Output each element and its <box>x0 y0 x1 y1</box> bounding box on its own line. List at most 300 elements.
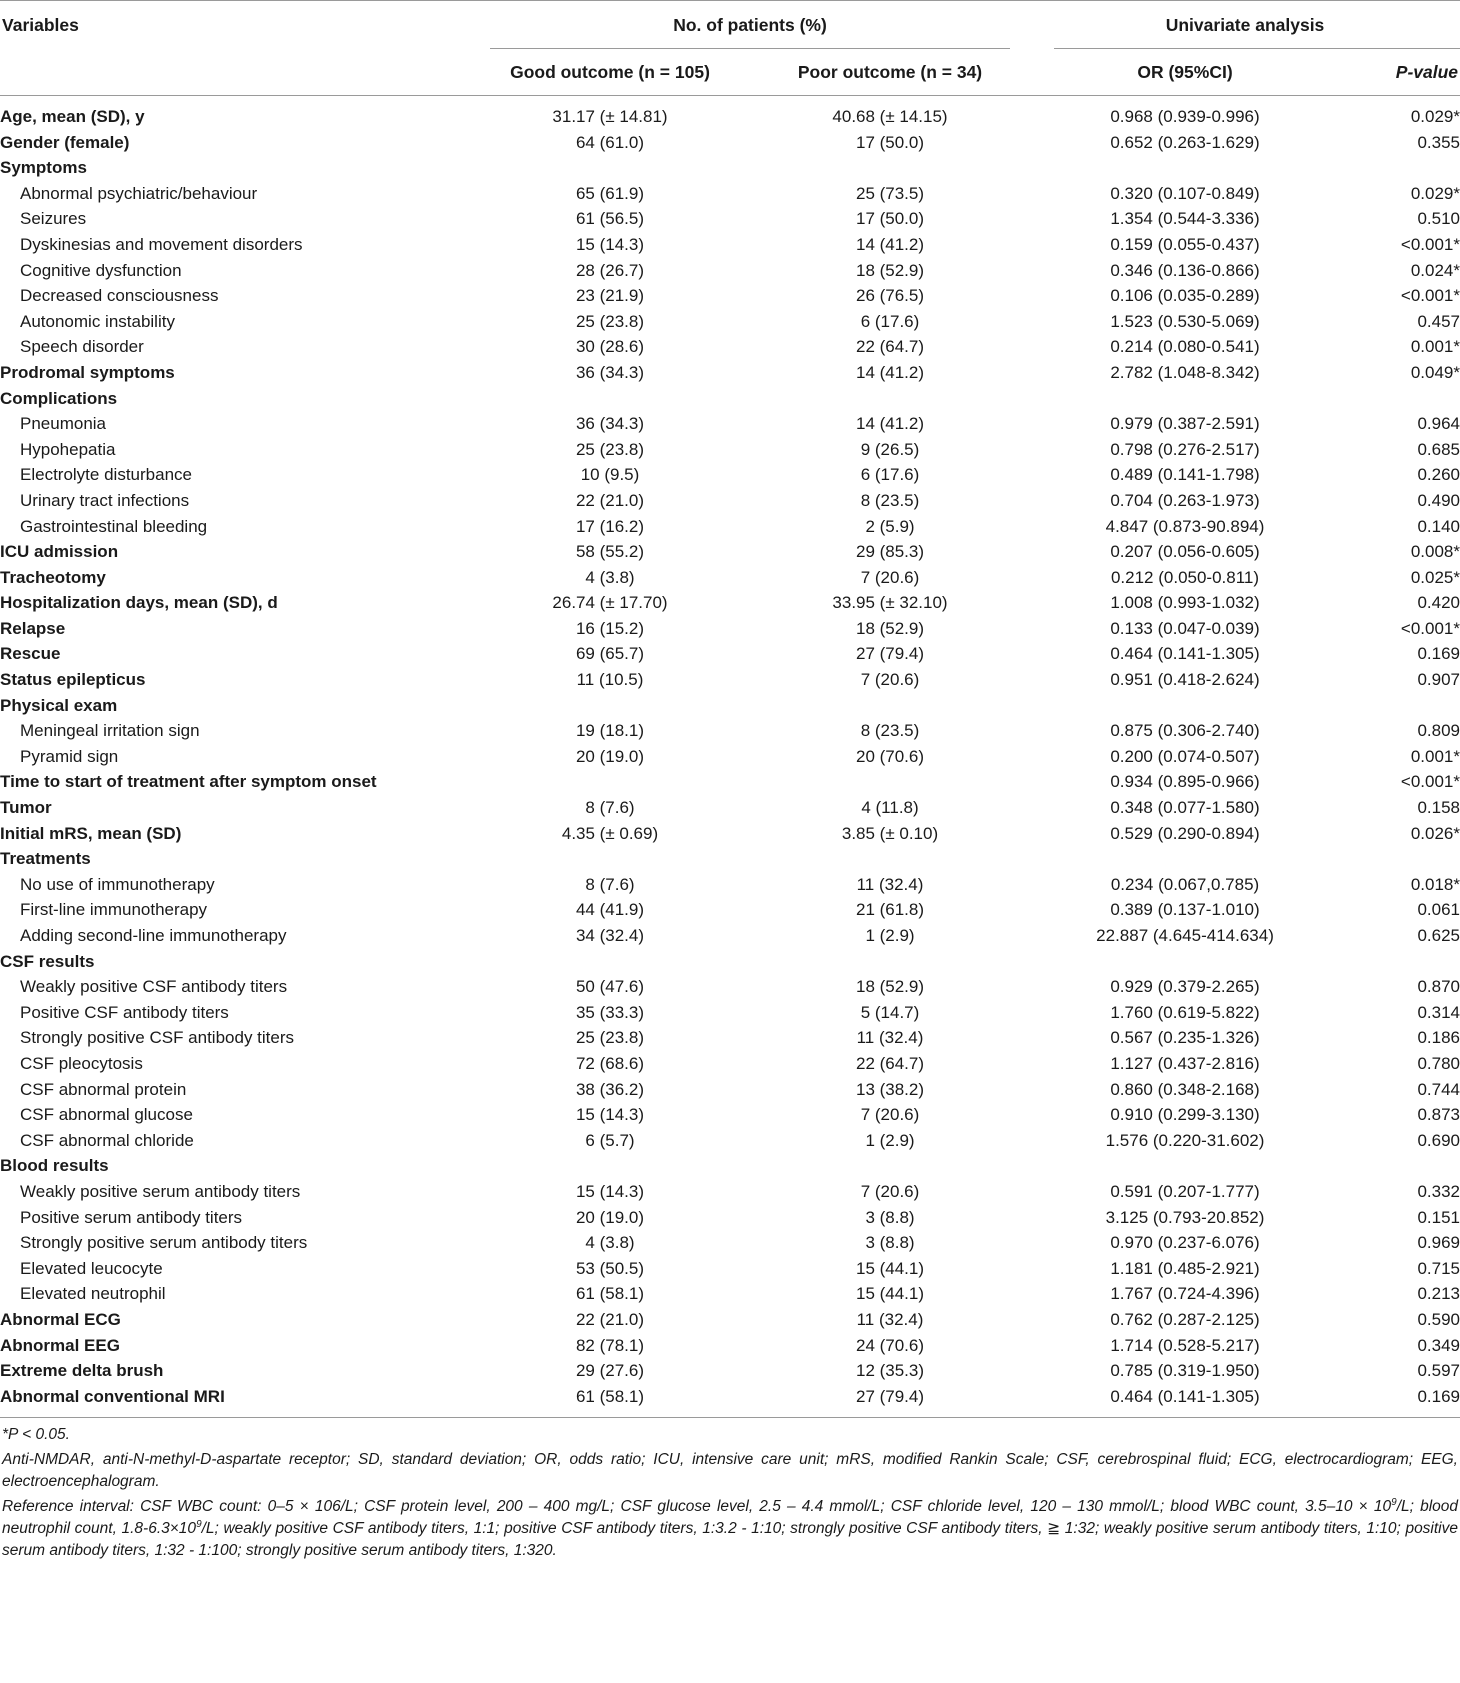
row-label: Physical exam <box>0 695 118 715</box>
table-row <box>0 795 1460 821</box>
table-row <box>0 616 1460 642</box>
or-cell: 1.008 (0.993-1.032) <box>1110 593 1260 613</box>
pvalue-cell: 0.314 <box>1417 1002 1460 1022</box>
poor-outcome-cell: 9 (26.5) <box>860 439 920 459</box>
table-row <box>0 667 1460 693</box>
good-outcome-cell: 28 (26.7) <box>575 260 645 280</box>
table-row <box>0 1230 1460 1256</box>
or-cell: 0.320 (0.107-0.849) <box>1110 183 1260 203</box>
table-row <box>0 258 1460 284</box>
table-row <box>0 181 1460 207</box>
table-row <box>0 1153 1460 1179</box>
good-outcome-cell: 29 (27.6) <box>575 1361 645 1381</box>
poor-outcome-cell: 7 (20.6) <box>860 1105 920 1125</box>
good-outcome-cell: 4 (3.8) <box>585 567 635 587</box>
poor-outcome-cell: 20 (70.6) <box>855 746 925 766</box>
or-cell <box>1030 846 1340 872</box>
good-outcome-cell <box>470 846 750 872</box>
good-outcome-cell: 8 (7.6) <box>585 798 635 818</box>
table-row <box>0 155 1460 181</box>
row-label: Pneumonia <box>20 414 107 434</box>
row-label: Strongly positive serum antibody titers <box>20 1233 308 1253</box>
results-table <box>0 1 1460 1418</box>
row-label: Positive CSF antibody titers <box>20 1002 229 1022</box>
good-outcome-cell <box>470 155 750 181</box>
pvalue-cell: 0.597 <box>1417 1361 1460 1381</box>
good-outcome-cell: 22 (21.0) <box>575 490 645 510</box>
pvalue-cell: 0.029* <box>1410 183 1460 203</box>
pvalue-cell: 0.590 <box>1417 1309 1460 1329</box>
pvalue-cell <box>1340 846 1460 872</box>
or-cell: 1.576 (0.220-31.602) <box>1105 1130 1265 1150</box>
good-outcome-cell <box>470 769 750 795</box>
pvalue-cell: 0.018* <box>1410 874 1460 894</box>
pvalue-cell: <0.001* <box>1400 286 1460 306</box>
row-label: Tracheotomy <box>0 567 106 587</box>
poor-outcome-cell: 11 (32.4) <box>856 1028 924 1048</box>
or-cell: 0.159 (0.055-0.437) <box>1110 234 1260 254</box>
good-outcome-cell: 61 (58.1) <box>575 1284 645 1304</box>
table-row <box>0 718 1460 744</box>
pvalue-cell: 0.332 <box>1417 1181 1460 1201</box>
good-outcome-cell: 8 (7.6) <box>585 874 635 894</box>
good-outcome-cell: 53 (50.5) <box>575 1258 645 1278</box>
row-label: No use of immunotherapy <box>20 874 215 894</box>
poor-outcome-cell: 1 (2.9) <box>865 1130 915 1150</box>
pvalue-cell <box>1340 1153 1460 1179</box>
pvalue-cell: 0.809 <box>1417 721 1460 741</box>
pvalue-cell: 0.625 <box>1417 926 1460 945</box>
or-cell: 0.464 (0.141-1.305) <box>1030 1384 1340 1418</box>
poor-outcome-cell: 14 (41.2) <box>855 414 925 434</box>
table-row <box>0 514 1460 540</box>
table-row <box>0 539 1460 565</box>
good-outcome-cell: 69 (65.7) <box>575 644 645 664</box>
pvalue-cell: 0.969 <box>1417 1233 1460 1253</box>
poor-outcome-cell: 11 (32.4) <box>856 1309 924 1329</box>
pvalue-cell: <0.001* <box>1400 234 1460 254</box>
table-row <box>0 462 1460 488</box>
pvalue-cell: 0.008* <box>1410 542 1460 562</box>
poor-outcome-cell: 4 (11.8) <box>861 798 919 818</box>
poor-outcome-cell: 7 (20.6) <box>860 670 920 690</box>
pvalue-cell: 0.873 <box>1417 1105 1460 1125</box>
or-cell: 0.207 (0.056-0.605) <box>1110 542 1260 562</box>
row-label: Autonomic instability <box>20 311 175 331</box>
table-row <box>0 1358 1460 1384</box>
row-label: Treatments <box>0 849 91 869</box>
or-cell: 0.785 (0.319-1.950) <box>1110 1361 1260 1381</box>
table-row <box>0 437 1460 463</box>
pvalue-cell: 0.685 <box>1417 439 1460 459</box>
or-cell: 0.652 (0.263-1.629) <box>1110 132 1260 152</box>
table-row <box>0 309 1460 335</box>
table-row <box>0 1205 1460 1231</box>
row-label: CSF pleocytosis <box>20 1053 143 1073</box>
or-cell: 0.860 (0.348-2.168) <box>1110 1079 1260 1099</box>
good-outcome-cell: 64 (61.0) <box>575 132 645 152</box>
row-label: Extreme delta brush <box>0 1361 164 1381</box>
row-label: Cognitive dysfunction <box>20 260 182 280</box>
poor-outcome-cell: 7 (20.6) <box>860 1181 920 1201</box>
good-outcome-cell: 36 (34.3) <box>575 414 645 434</box>
or-cell <box>1030 386 1340 412</box>
row-label: Age, mean (SD), y <box>0 107 145 126</box>
table-row <box>0 641 1460 667</box>
pvalue-cell: 0.151 <box>1417 1207 1460 1227</box>
poor-outcome-cell <box>750 1153 1030 1179</box>
table-row <box>0 1333 1460 1359</box>
poor-outcome-cell: 14 (41.2) <box>855 234 925 254</box>
poor-outcome-cell: 8 (23.5) <box>860 721 920 741</box>
row-label: Speech disorder <box>20 337 144 357</box>
or-cell: 4.847 (0.873-90.894) <box>1105 516 1265 536</box>
good-outcome-cell: 25 (23.8) <box>575 311 645 331</box>
or-cell: 0.389 (0.137-1.010) <box>1110 900 1260 920</box>
poor-outcome-cell: 27 (79.4) <box>750 1384 1030 1418</box>
or-cell: 0.133 (0.047-0.039) <box>1110 618 1260 638</box>
table-row <box>0 1281 1460 1307</box>
pvalue-cell: 0.744 <box>1417 1079 1460 1099</box>
or-cell: 2.782 (1.048-8.342) <box>1110 362 1260 382</box>
pvalue-cell: <0.001* <box>1400 618 1460 638</box>
good-outcome-cell: 25 (23.8) <box>575 1028 645 1048</box>
footnote-reference-interval: Reference interval: CSF WBC count: 0–5 × 106/L; CSF protein level, 200 – 400 mg/L; CSF glucose level, 2.5 – 4.4 mmol/L; CSF chloride level, 120 – 130 mmol/L; blood WBC count, $3.5-10 \times 10^9/L$; blood neutrophil count, $1.8-6.3\times 10^9/L$; weakly positive CSF antibody titers, 1:1; positive CSF antibody titers, 1:3.2 - 1:10; strongly positive CSF antibody titers, ≧ 1:32; weakly positive serum antibody titers, 1:10; positive serum antibody titers, 1:32 - 1:100; strongly positive serum antibody titers, 1:320. <box>2 1497 1459 1560</box>
row-label: Abnormal ECG <box>0 1309 121 1329</box>
poor-outcome-cell: 3 (8.8) <box>865 1233 915 1253</box>
or-cell: 0.979 (0.387-2.591) <box>1110 414 1260 434</box>
good-outcome-cell: 10 (9.5) <box>580 465 640 485</box>
poor-outcome-cell: 25 (73.5) <box>855 183 925 203</box>
or-cell: 0.704 (0.263-1.973) <box>1110 490 1260 510</box>
table-row <box>0 565 1460 591</box>
table-body <box>0 96 1460 1418</box>
header-patients-group: No. of patients (%) <box>470 1 1030 49</box>
good-outcome-cell: 22 (21.0) <box>575 1309 645 1329</box>
or-cell: 22.887 (4.645-414.634) <box>1096 926 1274 945</box>
row-label: Strongly positive CSF antibody titers <box>20 1028 295 1048</box>
poor-outcome-cell: 3.85 (± 0.10) <box>841 823 939 843</box>
row-label: CSF abnormal glucose <box>20 1105 193 1125</box>
or-cell: 1.714 (0.528-5.217) <box>1110 1335 1260 1355</box>
table-row <box>0 1384 1460 1418</box>
table-row <box>0 283 1460 309</box>
or-cell: 3.125 (0.793-20.852) <box>1105 1207 1265 1227</box>
pvalue-cell: 0.964 <box>1417 414 1460 434</box>
good-outcome-cell <box>470 693 750 719</box>
good-outcome-cell: 6 (5.7) <box>585 1130 635 1150</box>
row-label: Abnormal EEG <box>0 1335 120 1355</box>
table-row <box>0 1102 1460 1128</box>
row-label: Weakly positive serum antibody titers <box>20 1181 301 1201</box>
table-row <box>0 693 1460 719</box>
header-variables: Variables <box>2 14 79 35</box>
or-cell: 0.875 (0.306-2.740) <box>1110 721 1260 741</box>
table-row <box>0 1051 1460 1077</box>
or-cell: 0.212 (0.050-0.811) <box>1110 567 1260 587</box>
good-outcome-cell: 82 (78.1) <box>575 1335 645 1355</box>
poor-outcome-cell: 18 (52.9) <box>855 260 925 280</box>
poor-outcome-cell <box>750 386 1030 412</box>
table-row <box>0 232 1460 258</box>
footnote-significance: *P < 0.05. <box>2 1426 70 1444</box>
or-cell: 0.970 (0.237-6.076) <box>1110 1233 1260 1253</box>
table-row <box>0 1307 1460 1333</box>
table-footnotes <box>0 1418 1460 1562</box>
good-outcome-cell: 31.17 (± 14.81) <box>552 107 668 126</box>
or-cell: 0.591 (0.207-1.777) <box>1110 1181 1260 1201</box>
table-row <box>0 1128 1460 1154</box>
poor-outcome-cell: 11 (32.4) <box>856 874 924 894</box>
row-label: Abnormal conventional MRI <box>0 1384 470 1418</box>
pvalue-cell: 0.024* <box>1410 260 1460 280</box>
or-cell: 1.767 (0.724-4.396) <box>1110 1284 1260 1304</box>
row-label: Rescue <box>0 644 61 664</box>
row-label: Positive serum antibody titers <box>20 1207 243 1227</box>
row-label: Complications <box>0 388 118 408</box>
poor-outcome-cell: 8 (23.5) <box>860 490 920 510</box>
row-label: Meningeal irritation sign <box>20 721 200 741</box>
table-row <box>0 206 1460 232</box>
row-label: CSF abnormal chloride <box>20 1130 194 1150</box>
row-label: CSF results <box>0 951 95 971</box>
or-cell <box>1030 693 1340 719</box>
or-cell: 0.910 (0.299-3.130) <box>1110 1105 1260 1125</box>
poor-outcome-cell <box>750 769 1030 795</box>
or-cell: 0.214 (0.080-0.541) <box>1110 337 1260 357</box>
row-label: Tumor <box>0 798 52 818</box>
poor-outcome-cell: 27 (79.4) <box>855 644 925 664</box>
table-row <box>0 923 1460 949</box>
or-cell: 1.523 (0.530-5.069) <box>1110 311 1260 331</box>
table-row <box>0 1077 1460 1103</box>
good-outcome-cell <box>470 1153 750 1179</box>
good-outcome-cell: 44 (41.9) <box>575 900 645 920</box>
poor-outcome-cell: 5 (14.7) <box>860 1002 920 1022</box>
poor-outcome-cell: 7 (20.6) <box>860 567 920 587</box>
poor-outcome-cell <box>750 155 1030 181</box>
table-row <box>0 130 1460 156</box>
or-cell: 1.354 (0.544-3.336) <box>1110 209 1260 229</box>
pvalue-cell: 0.025* <box>1410 567 1460 587</box>
row-label: Dyskinesias and movement disorders <box>20 234 303 254</box>
pvalue-cell: 0.907 <box>1417 670 1460 690</box>
poor-outcome-cell: 14 (41.2) <box>855 362 925 382</box>
poor-outcome-cell: 17 (50.0) <box>855 209 925 229</box>
row-label: Decreased consciousness <box>20 286 219 306</box>
pvalue-cell: 0.715 <box>1417 1258 1460 1278</box>
table-row <box>0 1000 1460 1026</box>
row-label: Electrolyte disturbance <box>20 465 192 485</box>
good-outcome-cell: 20 (19.0) <box>575 1207 645 1227</box>
table-row <box>0 488 1460 514</box>
or-cell: 0.934 (0.895-0.966) <box>1110 772 1260 792</box>
good-outcome-cell: 4.35 (± 0.69) <box>561 823 659 843</box>
row-label: Status epilepticus <box>0 670 146 690</box>
poor-outcome-cell <box>750 846 1030 872</box>
table-row <box>0 744 1460 770</box>
row-label: Hypohepatia <box>20 439 116 459</box>
header-blank <box>0 49 470 96</box>
header-pvalue: P-value <box>1340 49 1460 96</box>
poor-outcome-cell: 15 (44.1) <box>855 1284 925 1304</box>
good-outcome-cell: 17 (16.2) <box>575 516 645 536</box>
table-row <box>0 360 1460 386</box>
good-outcome-cell: 20 (19.0) <box>575 746 645 766</box>
table-row <box>0 411 1460 437</box>
pvalue-cell <box>1340 155 1460 181</box>
pvalue-cell: 0.870 <box>1417 977 1460 997</box>
header-good-outcome: Good outcome (n = 105) <box>470 49 750 96</box>
poor-outcome-cell: 21 (61.8) <box>855 900 925 920</box>
table-row <box>0 334 1460 360</box>
pvalue-cell <box>1340 386 1460 412</box>
poor-outcome-cell <box>750 693 1030 719</box>
pvalue-cell: 0.213 <box>1417 1284 1460 1304</box>
row-label: Time to start of treatment after symptom onset <box>0 772 377 792</box>
pvalue-cell <box>1340 949 1460 975</box>
good-outcome-cell: 58 (55.2) <box>575 542 645 562</box>
row-label: Urinary tract infections <box>20 490 190 510</box>
row-label: Blood results <box>0 1156 109 1176</box>
poor-outcome-cell: 18 (52.9) <box>855 618 925 638</box>
good-outcome-cell: 61 (58.1) <box>470 1384 750 1418</box>
good-outcome-cell: 26.74 (± 17.70) <box>552 593 668 613</box>
poor-outcome-cell: 1 (2.9) <box>865 926 915 945</box>
pvalue-cell: 0.029* <box>1410 107 1460 126</box>
row-label: Seizures <box>20 209 87 229</box>
or-cell: 0.968 (0.939-0.996) <box>1110 107 1260 126</box>
or-cell <box>1030 155 1340 181</box>
poor-outcome-cell: 2 (5.9) <box>865 516 915 536</box>
pvalue-cell: 0.061 <box>1417 900 1460 920</box>
footnote-abbreviations: Anti-NMDAR, anti-N-methyl-D-aspartate receptor; SD, standard deviation; OR, odds ratio; ICU, intensive care unit; mRS, modified Rankin Scale; CSF, cerebrospinal fluid; ECG, electrocardiogram; EEG, electroencephalogram. <box>2 1451 1458 1491</box>
or-cell: 0.346 (0.136-0.866) <box>1110 260 1260 280</box>
or-cell: 1.760 (0.619-5.822) <box>1110 1002 1260 1022</box>
or-cell <box>1030 1153 1340 1179</box>
row-label: Hospitalization days, mean (SD), d <box>0 593 278 613</box>
good-outcome-cell: 50 (47.6) <box>575 977 645 997</box>
good-outcome-cell: 16 (15.2) <box>575 618 645 638</box>
or-cell: 0.567 (0.235-1.326) <box>1110 1028 1260 1048</box>
pvalue-cell: 0.490 <box>1417 490 1460 510</box>
pvalue-cell: 0.349 <box>1417 1335 1460 1355</box>
or-cell: 0.798 (0.276-2.517) <box>1110 439 1260 459</box>
or-cell <box>1030 949 1340 975</box>
row-label: Adding second-line immunotherapy <box>20 926 287 945</box>
row-label: Abnormal psychiatric/behaviour <box>20 183 258 203</box>
table-row <box>0 872 1460 898</box>
pvalue-cell: 0.169 <box>1417 644 1460 664</box>
or-cell: 0.200 (0.074-0.507) <box>1110 746 1260 766</box>
row-label: Elevated neutrophil <box>20 1284 166 1304</box>
poor-outcome-cell: 3 (8.8) <box>865 1207 915 1227</box>
or-cell: 0.762 (0.287-2.125) <box>1110 1309 1260 1329</box>
row-label: Relapse <box>0 618 66 638</box>
poor-outcome-cell: 22 (64.7) <box>855 1053 925 1073</box>
good-outcome-cell: 15 (14.3) <box>575 1181 645 1201</box>
row-label: ICU admission <box>0 542 119 562</box>
good-outcome-cell: 15 (14.3) <box>575 1105 645 1125</box>
pvalue-cell: 0.001* <box>1410 746 1460 766</box>
table-row <box>0 96 1460 130</box>
row-label: Prodromal symptoms <box>0 362 175 382</box>
pvalue-cell: 0.186 <box>1417 1028 1460 1048</box>
good-outcome-cell: 25 (23.8) <box>575 439 645 459</box>
good-outcome-cell: 30 (28.6) <box>575 337 645 357</box>
pvalue-cell: 0.140 <box>1417 516 1460 536</box>
or-cell: 0.464 (0.141-1.305) <box>1110 644 1260 664</box>
pvalue-cell: 0.049* <box>1410 362 1460 382</box>
good-outcome-cell: 34 (32.4) <box>575 926 645 945</box>
good-outcome-cell: 38 (36.2) <box>575 1079 645 1099</box>
table-row <box>0 846 1460 872</box>
pvalue-cell: 0.355 <box>1417 132 1460 152</box>
pvalue-cell: <0.001* <box>1400 772 1460 792</box>
pvalue-cell <box>1340 693 1460 719</box>
row-label: First-line immunotherapy <box>20 900 208 920</box>
row-label: Gastrointestinal bleeding <box>20 516 208 536</box>
poor-outcome-cell: 33.95 (± 32.10) <box>832 593 948 613</box>
header-analysis-group: Univariate analysis <box>1030 1 1460 49</box>
poor-outcome-cell: 18 (52.9) <box>855 977 925 997</box>
row-label: CSF abnormal protein <box>20 1079 187 1099</box>
or-cell: 1.181 (0.485-2.921) <box>1110 1258 1260 1278</box>
table-row <box>0 897 1460 923</box>
table-row <box>0 821 1460 847</box>
pvalue-cell: 0.420 <box>1417 593 1460 613</box>
pvalue-cell: 0.158 <box>1417 798 1460 818</box>
table-row <box>0 1025 1460 1051</box>
table-row <box>0 974 1460 1000</box>
good-outcome-cell: 72 (68.6) <box>575 1053 645 1073</box>
good-outcome-cell: 61 (56.5) <box>575 209 645 229</box>
table-row <box>0 769 1460 795</box>
poor-outcome-cell <box>750 949 1030 975</box>
good-outcome-cell: 23 (21.9) <box>575 286 645 306</box>
poor-outcome-cell: 29 (85.3) <box>855 542 925 562</box>
row-label: Weakly positive CSF antibody titers <box>20 977 288 997</box>
table-row <box>0 590 1460 616</box>
row-label: Elevated leucocyte <box>20 1258 163 1278</box>
table-row <box>0 1179 1460 1205</box>
row-label: Initial mRS, mean (SD) <box>0 823 182 843</box>
poor-outcome-cell: 6 (17.6) <box>860 311 920 331</box>
good-outcome-cell: 19 (18.1) <box>575 721 645 741</box>
or-cell: 0.529 (0.290-0.894) <box>1110 823 1260 843</box>
row-label: Pyramid sign <box>20 746 119 766</box>
good-outcome-cell <box>470 949 750 975</box>
pvalue-cell: 0.001* <box>1410 337 1460 357</box>
table-row <box>0 1256 1460 1282</box>
poor-outcome-cell: 15 (44.1) <box>855 1258 925 1278</box>
or-cell: 1.127 (0.437-2.816) <box>1110 1053 1260 1073</box>
or-cell: 0.489 (0.141-1.798) <box>1110 465 1260 485</box>
table-row <box>0 949 1460 975</box>
good-outcome-cell: 11 (10.5) <box>576 670 644 690</box>
poor-outcome-cell: 40.68 (± 14.15) <box>832 107 948 126</box>
pvalue-cell: 0.510 <box>1417 209 1460 229</box>
poor-outcome-cell: 26 (76.5) <box>855 286 925 306</box>
good-outcome-cell <box>470 386 750 412</box>
pvalue-cell: 0.457 <box>1417 311 1460 331</box>
pvalue-cell: 0.260 <box>1417 465 1460 485</box>
pvalue-cell: 0.780 <box>1417 1053 1460 1073</box>
or-cell: 0.106 (0.035-0.289) <box>1110 286 1260 306</box>
poor-outcome-cell: 22 (64.7) <box>855 337 925 357</box>
pvalue-cell: 0.026* <box>1410 823 1460 843</box>
or-cell: 0.951 (0.418-2.624) <box>1110 670 1260 690</box>
